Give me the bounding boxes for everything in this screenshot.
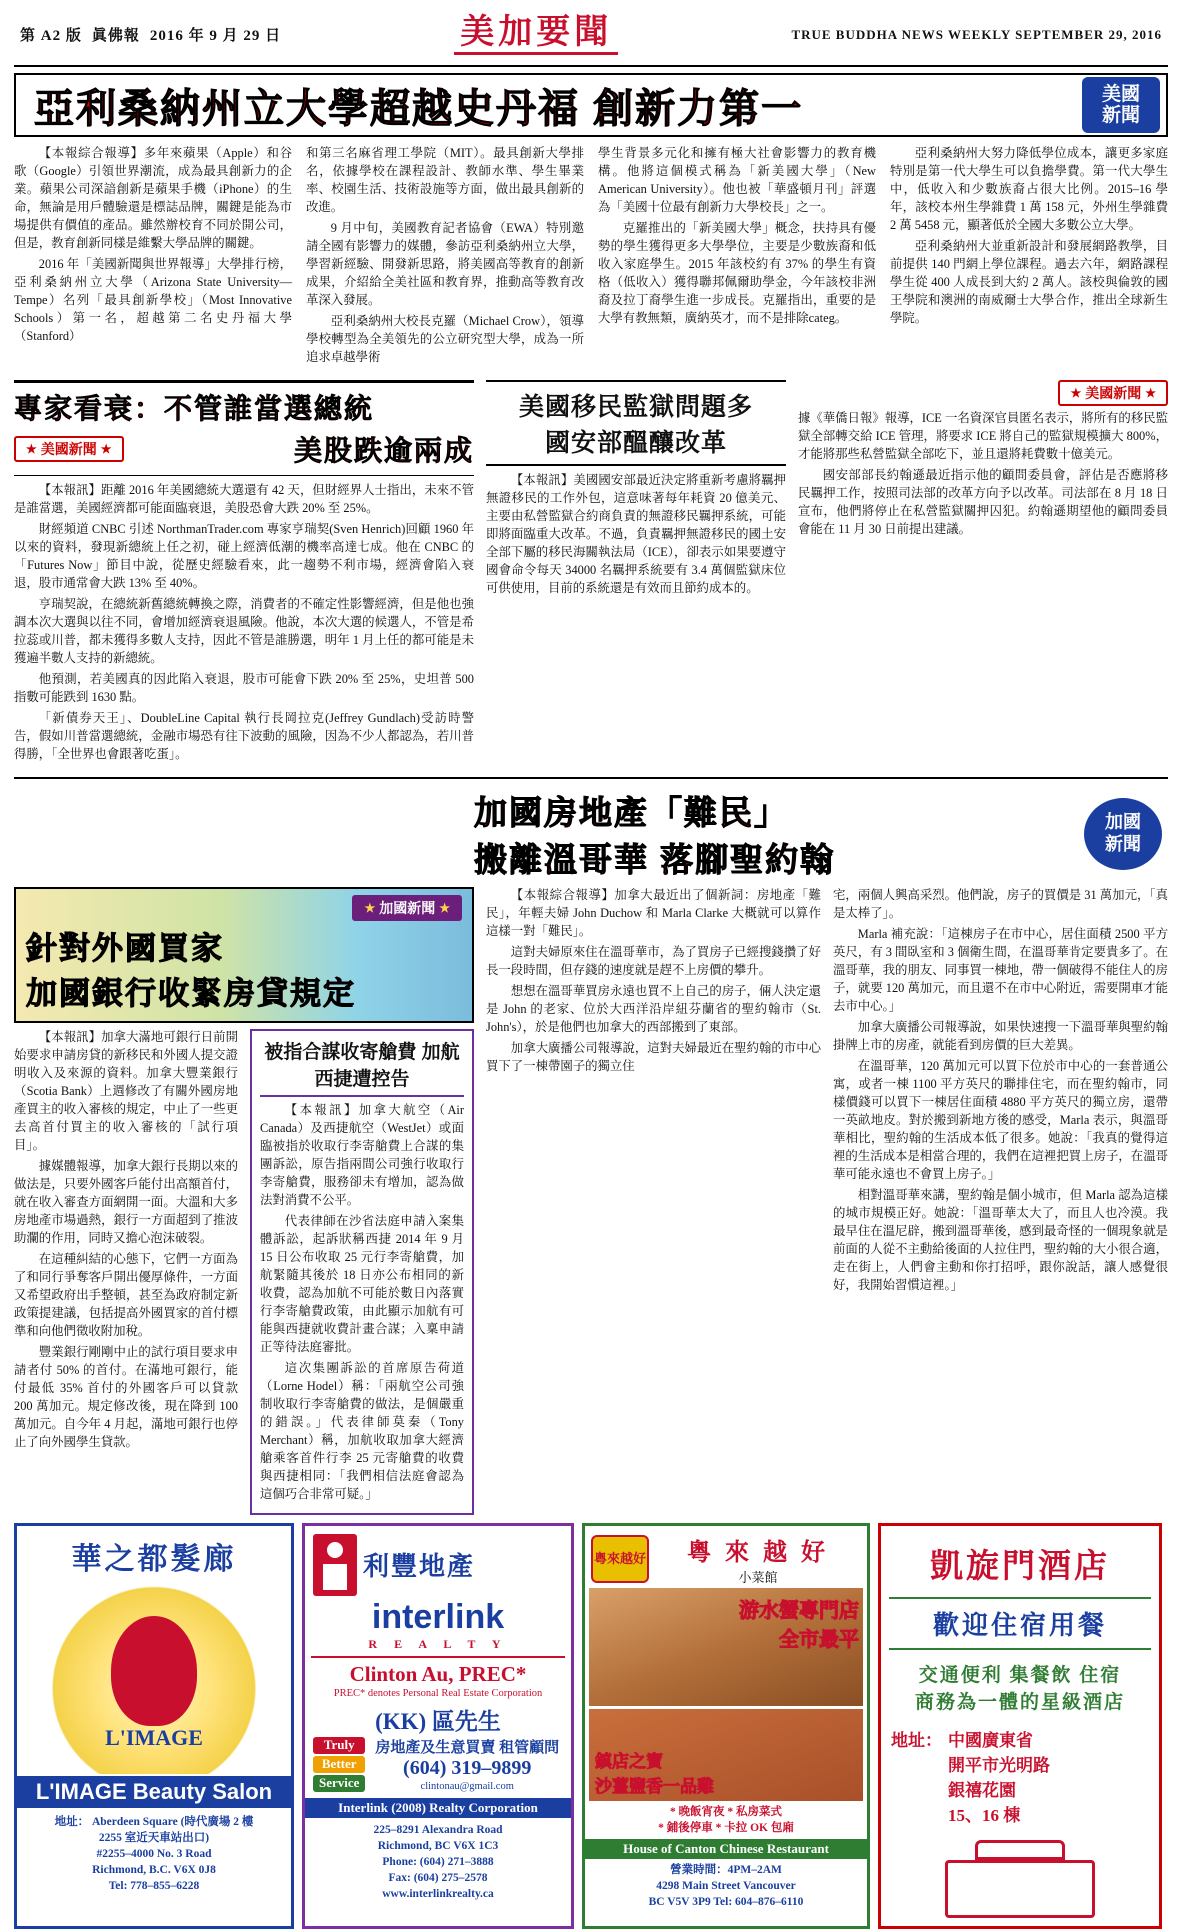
ad3-dish-2: 沙薑鹽香一品雞: [595, 1776, 714, 1796]
star-icon: ★: [439, 900, 450, 915]
paragraph: 加拿大廣播公司報導說，如果快速搜一下溫哥華與聖約翰掛牌上市的房產，就能看到房價的巨大差異。: [833, 1019, 1168, 1052]
star-icon: ★: [100, 442, 112, 457]
immigration-wrapper: [486, 380, 1168, 767]
badge-line-2: 新聞: [1101, 105, 1140, 127]
paragraph: Marla 補充說：「這棟房子在市中心，居住面積 2500 平方英尺，有 3 間臥室和 3 個衛生間，在溫哥華肯定要貴多了。在溫哥華，我的朋友、同事買一棟地，帶一個破得不能住人的房子，就要 120 萬加元，而且還不在市中心附近，需要開車才能去市中心。」: [833, 926, 1168, 1013]
ad3-tagline-cn: 粵 來 越 好: [687, 1539, 829, 1566]
ad1-logo-text: L'IMAGE: [105, 1724, 203, 1750]
paragraph: 2016 年「美國新聞與世界報導」大學排行榜，亞利桑納州立大學（Arizona State University—Tempe）名列「最具創新學校」（Most Innovative Schools）第一名，超越第二名史丹福大學（Stanford）: [14, 257, 292, 344]
ad3-feature-2: 全市最平: [779, 1628, 859, 1651]
tag-label: 加國新聞: [379, 899, 436, 916]
advertisements: [14, 1523, 1168, 1929]
paragraph: 在這種糾結的心態下，它們一方面為了和同行爭奪客戶開出優厚條件，一方面又希望政府出手整頓，甚至為政府制定新政策提建議，包括提高外國買家的首付標準和向他們徵收附加稅。: [14, 1251, 238, 1338]
ad2-phone[interactable]: (604) 319–9899: [403, 1756, 532, 1779]
ad4-building-graphic: [891, 1830, 1149, 1918]
immigration-story: [486, 380, 786, 767]
paragraph: 相對溫哥華來講，聖約翰是個小城市，但 Marla 認為這樣的城市規模正好。她說：「溫哥華太大了，而且人也冷漠。我最早住在溫尼辟，搬到溫哥華後，感到最奇怪的一個現象就是前面的人從不主動給後面的人拉住門，聖約翰的大小很合適，走在街上，人們會主動和你打招呼，跟你說話，讓人感覺很好，我開始習慣這裡。」: [833, 1187, 1168, 1292]
ad-limage-beauty-salon[interactable]: [14, 1523, 294, 1929]
masthead-english: TRUE BUDDHA NEWS WEEKLY SEPTEMBER 29, 2016: [791, 26, 1162, 42]
logo-text: 美加要聞: [454, 14, 618, 55]
immigration-continued: [798, 380, 1168, 767]
star-icon: ★: [364, 900, 376, 915]
paragraph: 豐業銀行剛剛中止的試行項目要求申請者付 50% 的首付。在滿地可銀行，能付最低 35% 首付的外國客戶可以貸款 200 萬加元。規定修改後，現在降到 100 萬加元。自今年 4 月起，滿地可銀行也停止了向外國學生貸款。: [14, 1344, 238, 1449]
tag-us-news-2: [1058, 380, 1168, 406]
immigration-headline-line-2: 國安部醞釀改革: [544, 429, 727, 458]
canada-housing-body: [486, 887, 1168, 1515]
paragraph: 亞利桑納州大校長克羅（Michael Crow），領導學校轉型為全美領先的公立研究型大學，成為一所追求卓越學術: [306, 314, 584, 365]
bank-headline-line-1: 針對外國買家: [26, 930, 224, 966]
top-story-banner: [14, 73, 1168, 137]
badge-line-2: 新聞: [1105, 833, 1141, 854]
paragraph: 亞利桑納州大努力降低學位成本，讓更多家庭特別是第一代大學生可以負擔學費。第一代大學生中，低收入和少數族裔占很大比例。2015–16 學年，該校本州生學雜費 1 萬 158 元，外州生學雜費 2 萬 5458 元，顯著低於全國大多數公立大學。: [890, 146, 1168, 233]
ad2-addr-2: Richmond, BC V6X 1C3: [377, 1840, 499, 1853]
paragraph: 宅，兩個人興高采烈。他們說，房子的買價是 31 萬加元，「真是太棒了」。: [833, 887, 1168, 920]
paragraph: 【本報訊】美國國安部最近決定將重新考慮將羈押無證移民的工作外包，這意味著每年耗資 20 億美元、主要由私營監獄合約商負責的無證移民羈押系統，可能即將面臨重大改革。不過，負責羈押無證移民的國土安全部下屬的移民海關執法局（ICE），卻表示如果要遵守國會命令每天 34000 名羈押系統要有 3.4 萬個監獄床位可供使用，目前的系統還是有效而且節約成本的。: [486, 473, 786, 596]
air-canada-headline: 被指合謀收寄艙費 加航西捷遭控告: [260, 1037, 464, 1097]
star-icon: ★: [1070, 386, 1082, 401]
ad1-line: Richmond, B.C. V6X 0J8: [92, 1863, 216, 1876]
paragraph: 「新債券天王」、DoubleLine Capital 執行長岡拉克(Jeffrey Gundlach)受訪時警告，假如川普當選總統，金融市場恐有往下波動的風險，因為不少人都認為，若川普得勝，「全世界也會跟著吃蛋」。: [14, 711, 474, 761]
paper-name-cn: 眞佛報: [91, 28, 140, 45]
ad1-line: Tel: 778–855–6228: [108, 1880, 200, 1892]
ad2-note: PREC* denotes Personal Real Estate Corporation: [333, 1687, 543, 1699]
star-icon: ★: [1145, 386, 1156, 401]
ad1-logo-sub: 華之都: [129, 1634, 179, 1652]
tag-us-news: [14, 436, 124, 462]
ad3-food-photo-2: [589, 1709, 863, 1801]
ad3-hours: 營業時間：4PM–2AM: [670, 1863, 782, 1876]
interlink-logo-icon: [313, 1534, 357, 1596]
ad4-addr-3: 銀禧花園: [948, 1780, 1016, 1800]
expert-headline-line-1: 專家看衰：不管誰當選總統: [14, 393, 375, 425]
top-story-col-1: [14, 145, 292, 370]
ad1-line: 2255 室近天車站出口): [98, 1831, 210, 1844]
ad4-sub-cn: 歡迎住宿用餐: [932, 1610, 1107, 1640]
bank-body-col-1: [14, 1029, 238, 1515]
expert-story: [14, 380, 474, 767]
ad2-web[interactable]: www.interlinkrealty.ca: [382, 1888, 494, 1901]
ad2-service-cn: 房地產及生意買賣 租管顧問: [375, 1739, 560, 1756]
tag-canada-news: [352, 895, 462, 921]
ad3-addr-2: BC V5V 3P9 Tel: 604–876–6110: [648, 1896, 804, 1908]
paragraph: 據《華僑日報》報導，ICE 一名資深官員匿名表示，將所有的移民監獄全部轉交給 ICE 管理，將要求 ICE 將自己的監獄規模擴大 800%，才能將那些私營監獄全部吃下，並且還將耗費數十億美元。: [798, 411, 1168, 462]
ad4-line-1: 交通便利 集餐飲 住宿: [918, 1664, 1122, 1686]
ad3-bullet-1: * 晚飯宵夜 * 私房菜式: [669, 1805, 783, 1818]
paragraph: 【本報綜合報導】加拿大最近出了個新詞：房地產「難民」，年輕夫婦 John Duchow 和 Marla Clarke 大概就可以算作這樣一對「難民」。: [486, 887, 821, 938]
canada-housing-headline-line-2: 搬離溫哥華 落腳聖約翰: [474, 840, 836, 878]
paragraph: 【本報訊】加拿大滿地可銀行日前開始要求申請房貸的新移民和外國人提交證明收入及來源的資料。加拿大豐業銀行（Scotia Bank）上週修改了有關外國房地產買主的收入審核的規定，中止了一些更去高首付買主的收入審核的「試行項目」。: [14, 1029, 238, 1152]
tag-label: 美國新聞: [1085, 385, 1142, 402]
ad1-line: 地址： Aberdeen Square (時代廣場 2 樓: [54, 1815, 254, 1828]
masthead-divider: [14, 65, 1168, 67]
paragraph: 【本報綜合報導】多年來蘋果（Apple）和谷歌（Google）引領世界潮流，成為最具創新力的企業。蘋果公司深諳創新是蘋果手機（iPhone）的生命，無論是用戶體驗還是標誌品牌，關鍵是能為市場提供有價值的產品。雖然辦校育不同於開公司，但是，教育創新同樣是維繫大學品牌的關鍵。: [14, 146, 292, 251]
immigration-headline-line-1: 美國移民監獄問題多: [518, 393, 753, 422]
canada-housing-headline-line-1: 加國房地產「難民」: [474, 793, 789, 831]
canada-housing-col-2: [833, 887, 1168, 1515]
ad3-bullet-2: * 鋪後停車 * 卡拉 OK 包廂: [658, 1821, 794, 1834]
masthead-left: [20, 24, 281, 45]
ad2-agent: Clinton Au, PREC*: [349, 1661, 527, 1686]
badge-canada-news: [1084, 798, 1162, 870]
paragraph: 和第三名麻省理工學院（MIT）。最具創新大學排名，依據學校在課程設計、教師水準、學生畢業率、校園生活、技術設施等方面，做出最具創新的改進。: [306, 146, 584, 215]
top-story-col-3: [598, 145, 876, 370]
top-story-body: [14, 145, 1168, 370]
ad2-brand-sub: R E A L T Y: [368, 1636, 508, 1651]
ad1-line: #2255–4000 No. 3 Road: [96, 1847, 212, 1860]
masthead-logo: [454, 14, 618, 55]
top-story-headline: 亞利桑納州立大學超越史丹福 創新力第一: [34, 86, 804, 131]
ad4-addr-label: 地址：: [891, 1730, 942, 1750]
ad2-badge-1: Truly: [313, 1737, 365, 1754]
top-story-col-4: [890, 145, 1168, 370]
ad-kaixuanmen-hotel[interactable]: [878, 1523, 1162, 1929]
ad2-email[interactable]: clintonau@gmail.com: [420, 1780, 514, 1792]
ad2-brand: interlink: [371, 1597, 505, 1636]
paragraph: 財經頻道 CNBC 引述 NorthmanTrader.com 專家亨瑞契(Sven Henrich)回顧 1960 年以來的資料，發現新總統上任之初，碰上經濟低潮的機率高達七成。他在 CNBC 的「Futures Now」節目中說，從歷史經驗看來，此一趨勢不利市場，經濟會陷入衰退，股市通常會大跌 13% 至 40%。: [14, 522, 474, 591]
badge-line-1: 加國: [1105, 812, 1141, 833]
paragraph: 這對夫婦原來住在溫哥華市，為了買房子已經搜錢攢了好長一段時間，但存錢的速度就是趕不上房價的攀升。: [486, 944, 821, 977]
ad2-phone-2: Phone: (604) 271–3888: [382, 1856, 494, 1869]
ad2-fax: Fax: (604) 275–2578: [388, 1872, 488, 1885]
paragraph: 國安部部長約翰遜最近指示他的顧問委員會，評估是否應將移民羈押工作，按照司法部的改革方向予以改革。司法部在 8 月 18 日宣布，他們將停止在私營監獄關押囚犯。約翰遜期望他的顧問委員會能在 11 月 30 日前提出建議。: [798, 468, 1168, 537]
bank-story: [14, 887, 474, 1515]
badge-us-news: [1082, 77, 1160, 133]
canada-housing-section: [14, 777, 1168, 881]
ad3-name-en: House of Canton Chinese Restaurant: [585, 1839, 867, 1859]
paragraph: 據媒體報導，加拿大銀行長期以來的做法是，只要外國客戶能付出高額首付，就在收入審查方面網開一面。大溫和大多房地產市場過熱，銀行一方面超到了推波助瀾的作用，同時又擔心泡沫破裂。: [14, 1158, 238, 1245]
paragraph: 【本報訊】距離 2016 年美國總統大選還有 42 天，但財經界人士指出，未來不管是誰當選，美國經濟都可能面臨衰退，美股恐會大跌 20% 至 25%。: [14, 483, 474, 516]
ad2-badge-3: Service: [313, 1775, 365, 1792]
tag-label: 美國新聞: [40, 441, 97, 458]
ad2-addr-1: 225–8291 Alexandra Road: [373, 1823, 503, 1836]
star-icon: ★: [26, 442, 37, 457]
paragraph: 代表律師在沙省法庭申請入案集體訴訟，起訴狀稱西捷 2014 年 9 月 15 日公布收取 25 元行李寄艙費，加航緊隨其後於 18 日亦公布相同的新收費，認為加航不可能於數日內落實行李寄艙費政策，由此顯示加航有可能與西捷就收費計畫合謀；入稟申請正等待法庭審批。: [260, 1213, 464, 1354]
ad4-line-2: 商務為一體的星級酒店: [914, 1691, 1125, 1713]
ad2-agent-cn: (KK) 區先生: [375, 1708, 501, 1734]
ad3-sub-cn: 小菜館: [738, 1569, 778, 1585]
edition-label: 第 A2 版: [20, 28, 82, 45]
canada-housing-col-1: [486, 887, 821, 1515]
ad3-addr: 4298 Main Street Vancouver: [656, 1879, 796, 1892]
ad4-title-cn: 凱旋門酒店: [930, 1548, 1110, 1585]
ad4-addr-1: 中國廣東省: [948, 1730, 1033, 1750]
ad3-logo-icon: 粵來越好: [591, 1535, 649, 1583]
ad3-feature-1: 游水蟹專門店: [739, 1599, 859, 1622]
paragraph: 想想在溫哥華買房永遠也買不上自己的房子，倆人決定還是 John 的老家、位於大西洋沿岸紐芬蘭省的聖約翰市（St. John's），於是他們也加拿大的西部搬到了東部。: [486, 983, 821, 1034]
bank-headline-line-2: 加國銀行收緊房貸規定: [26, 975, 356, 1011]
paragraph: 學生背景多元化和擁有極大社會影響力的教育機構。他將這個模式稱為「新美國大學」（New American University）。他也被「華盛頓月刊」評選為「美國十位最有創新力大學校長」之一。: [598, 146, 876, 215]
paragraph: 在溫哥華，120 萬加元可以買下位於市中心的一套普通公寓，或者一棟 1100 平方英尺的聯排住宅，而在聖約翰市，同樣價錢可以買下一棟居住面積 4880 平方英尺的獨立房，還帶一英畝地皮。對於搬到新地方後的感受，Marla 表示，與溫哥華相比，聖約翰的生活成本低了很多。她說：「我真的覺得這裡的生活成本是相當合理的，我們在這裡把買上房子，在溫哥華可能永遠也不會買上房子。」: [833, 1058, 1168, 1181]
ad3-dish-1: 鎮店之寶: [595, 1751, 663, 1771]
ad4-addr-4: 15、16 棟: [948, 1805, 1021, 1825]
issue-date-cn: 2016 年 9 月 29 日: [149, 28, 282, 45]
paragraph: 亞利桑納州大並重新設計和發展網路教學，目前提供 140 門網上學位課程。過去六年，網路課程學生從 400 人成長到大約 2 萬人。該校與倫敦的國王學院和澳洲的南威爾士大學合作，推出全球新生學院。: [890, 239, 1168, 326]
ad-house-of-canton[interactable]: [582, 1523, 870, 1929]
paragraph: 加拿大廣播公司報導說，這對夫婦最近在聖約翰的市中心買下了一棟帶園子的獨立住: [486, 1040, 821, 1073]
ad1-title-cn: 華之都髮廊: [71, 1542, 237, 1576]
middle-section: [14, 380, 1168, 767]
ad4-addr-2: 開平市光明路: [948, 1755, 1050, 1775]
ad2-title-cn: 利豐地產: [363, 1552, 476, 1582]
ad-interlink-realty[interactable]: [302, 1523, 574, 1929]
paragraph: 9 月中旬，美國教育記者協會（EWA）特別邀請全國有影響力的媒體，參訪亞利桑納州立大學，學習新經驗、開發新思路，將美國高等教育的創新成果，介紹給全美社區和教育界，推動高等教育改革深入發展。: [306, 221, 584, 308]
paragraph: 這次集團訴訟的首席原告荷道（Lorne Hodel）稱：「兩航空公司強制收取行李寄艙費的做法，是個嚴重的錯誤。」代表律師莫秦（Tony Merchant）稱，加航收取加拿大經濟艙乘客首件行李 25 元寄艙費的收費與西捷相同：「我們相信法庭會認為這個巧合非常可疑。」: [260, 1360, 464, 1501]
top-story-col-2: [306, 145, 584, 370]
canada-housing-banner: [474, 787, 1168, 881]
ad2-badge-2: Better: [313, 1756, 365, 1773]
expert-headline-line-2: 美股跌逾兩成: [293, 435, 474, 467]
paragraph: 克羅推出的「新美國大學」概念，扶持具有優勢的學生獲得更多大學學位，主要是少數族裔和低收入家庭學生。2015 年該校約有 37% 的學生有資格（低收入）獲得聯邦佩爾助學金，今年該校非洲裔及拉丁裔學生進一步成長。克羅指出，重要的是大學有教無類，廣納英才，而不是排除categ。: [598, 221, 876, 326]
ad1-banner: L'IMAGE Beauty Salon: [17, 1776, 291, 1808]
paragraph: 【本報訊】加拿大航空（Air Canada）及西捷航空（WestJet）或面臨被指於收取行李寄艙費上合謀的集團訴訟，原告指兩間公司強行收取行李寄艙費，服務卻未有增加，認為做法對消費不公平。: [260, 1102, 464, 1207]
masthead: [14, 10, 1168, 63]
air-canada-story: [250, 1029, 474, 1515]
badge-line-1: 美國: [1101, 83, 1140, 105]
ad2-corp: Interlink (2008) Realty Corporation: [305, 1798, 571, 1818]
paragraph: 他預測，若美國真的因此陷入衰退，股市可能會下跌 20% 至 25%，史坦普 500 指數可能跌到 1630 點。: [14, 672, 474, 705]
lower-section: [14, 887, 1168, 1515]
bank-body: [14, 1029, 474, 1515]
paragraph: 亨瑞契說，在總統新舊總統轉換之際，消費者的不確定性影響經濟，但是他也強調本次大選與以往不同，會增加經濟衰退風險。他說，本次大選的候選人，不管是希拉蕊或川普，都未獲得多數人支持，因此不管是誰勝選，明年 1 月上任的都可能是未獲遍半數人支持的新總統。: [14, 597, 474, 666]
canada-housing-left-spacer: [14, 787, 474, 881]
ad3-food-photo: [589, 1588, 863, 1706]
